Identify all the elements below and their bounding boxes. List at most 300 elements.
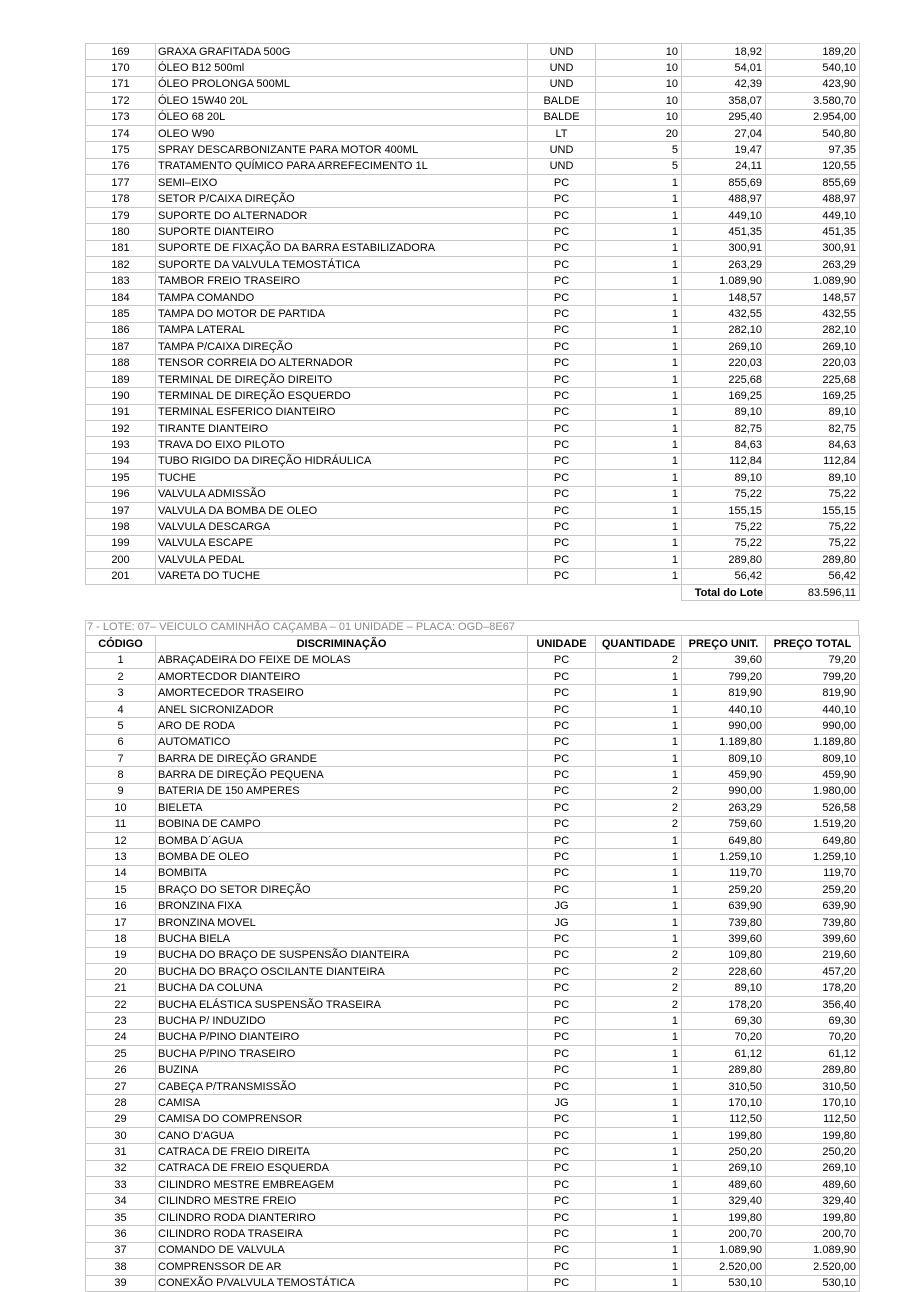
item-description: BARRA DE DIREÇÃO PEQUENA — [156, 767, 528, 783]
item-total-price: 809,10 — [766, 751, 860, 767]
item-code: 183 — [86, 273, 156, 289]
item-unit: PC — [528, 1177, 596, 1193]
item-code: 14 — [86, 865, 156, 881]
table-row — [86, 947, 860, 963]
header-preco-unit: PREÇO UNIT. — [682, 636, 766, 652]
item-description: TAMPA COMANDO — [156, 289, 528, 305]
item-unit-price: 109,80 — [682, 947, 766, 963]
item-total-price: 2.520,00 — [766, 1259, 860, 1275]
header-preco-total: PREÇO TOTAL — [766, 636, 860, 652]
item-description: BARRA DE DIREÇÃO GRANDE — [156, 751, 528, 767]
item-description: TERMINAL DE DIREÇÃO DIREITO — [156, 371, 528, 387]
table-row — [86, 767, 860, 783]
item-total-price: 530,10 — [766, 1275, 860, 1291]
item-description: CILINDRO RODA DIANTERIRO — [156, 1209, 528, 1225]
item-description: TUCHE — [156, 470, 528, 486]
item-description: BUCHA P/ INDUZIDO — [156, 1013, 528, 1029]
item-total-price: 269,10 — [766, 339, 860, 355]
table-row — [86, 437, 860, 453]
item-quantity: 1 — [596, 322, 682, 338]
item-quantity: 10 — [596, 109, 682, 125]
item-quantity: 5 — [596, 158, 682, 174]
item-total-price: 488,97 — [766, 191, 860, 207]
item-code: 176 — [86, 158, 156, 174]
item-quantity: 1 — [596, 273, 682, 289]
item-code: 37 — [86, 1242, 156, 1258]
item-quantity: 1 — [596, 437, 682, 453]
item-total-price: 1.189,80 — [766, 734, 860, 750]
table-row — [86, 470, 860, 486]
item-quantity: 1 — [596, 453, 682, 469]
item-quantity: 1 — [596, 718, 682, 734]
item-unit-price: 148,57 — [682, 289, 766, 305]
table-row — [86, 1046, 860, 1062]
item-total-price: 639,90 — [766, 898, 860, 914]
item-total-price: 169,25 — [766, 388, 860, 404]
item-total-price: 289,80 — [766, 1062, 860, 1078]
table-row — [86, 1029, 860, 1045]
table-row — [86, 158, 860, 174]
item-unit-price: 488,97 — [682, 191, 766, 207]
item-description: CONEXÃO P/VALVULA TEMOSTÁTICA — [156, 1275, 528, 1291]
item-description: VARETA DO TUCHE — [156, 568, 528, 584]
item-code: 30 — [86, 1128, 156, 1144]
item-total-price: 79,20 — [766, 652, 860, 668]
item-unit-price: 300,91 — [682, 240, 766, 256]
item-quantity: 1 — [596, 751, 682, 767]
table-row — [86, 652, 860, 668]
item-description: VALVULA ADMISSÃO — [156, 486, 528, 502]
item-unit: PC — [528, 552, 596, 568]
table-row — [86, 832, 860, 848]
item-unit: PC — [528, 1160, 596, 1176]
table-row — [86, 175, 860, 191]
item-unit: PC — [528, 652, 596, 668]
item-total-price: 1.259,10 — [766, 849, 860, 865]
table-row — [86, 964, 860, 980]
item-unit: PC — [528, 273, 596, 289]
item-unit-price: 199,80 — [682, 1128, 766, 1144]
table-row — [86, 404, 860, 420]
item-quantity: 1 — [596, 1275, 682, 1291]
item-unit-price: 112,84 — [682, 453, 766, 469]
item-unit: UND — [528, 44, 596, 60]
table-row — [86, 109, 860, 125]
lot7-table — [85, 635, 860, 1292]
item-quantity: 1 — [596, 191, 682, 207]
item-code: 198 — [86, 519, 156, 535]
item-description: SEMI–EIXO — [156, 175, 528, 191]
item-quantity: 1 — [596, 519, 682, 535]
item-quantity: 1 — [596, 1095, 682, 1111]
item-unit: PC — [528, 931, 596, 947]
item-code: 29 — [86, 1111, 156, 1127]
item-code: 31 — [86, 1144, 156, 1160]
item-unit-price: 990,00 — [682, 718, 766, 734]
item-unit-price: 225,68 — [682, 371, 766, 387]
item-description: SUPORTE DA VALVULA TEMOSTÁTICA — [156, 257, 528, 273]
item-description: VALVULA ESCAPE — [156, 535, 528, 551]
item-description: TAMPA P/CAIXA DIREÇÃO — [156, 339, 528, 355]
item-quantity: 1 — [596, 1259, 682, 1275]
item-total-price: 70,20 — [766, 1029, 860, 1045]
item-description: CATRACA DE FREIO ESQUERDA — [156, 1160, 528, 1176]
item-unit: PC — [528, 849, 596, 865]
table-row — [86, 322, 860, 338]
table-row — [86, 882, 860, 898]
item-description: CABEÇA P/TRANSMISSÃO — [156, 1078, 528, 1094]
item-quantity: 1 — [596, 470, 682, 486]
item-code: 15 — [86, 882, 156, 898]
item-quantity: 1 — [596, 832, 682, 848]
item-code: 12 — [86, 832, 156, 848]
item-unit-price: 54,01 — [682, 60, 766, 76]
table-row — [86, 44, 860, 60]
item-unit: PC — [528, 1275, 596, 1291]
item-code: 33 — [86, 1177, 156, 1193]
item-description: AUTOMATICO — [156, 734, 528, 750]
item-unit: UND — [528, 158, 596, 174]
item-unit-price: 739,80 — [682, 914, 766, 930]
item-description: AMORTECEDOR TRASEIRO — [156, 685, 528, 701]
item-unit: JG — [528, 1095, 596, 1111]
item-unit-price: 199,80 — [682, 1209, 766, 1225]
item-unit-price: 399,60 — [682, 931, 766, 947]
item-total-price: 189,20 — [766, 44, 860, 60]
item-unit-price: 75,22 — [682, 486, 766, 502]
item-quantity: 2 — [596, 996, 682, 1012]
item-unit: PC — [528, 832, 596, 848]
item-total-price: 75,22 — [766, 486, 860, 502]
item-total-price: 220,03 — [766, 355, 860, 371]
item-description: CANO D'AGUA — [156, 1128, 528, 1144]
lot-total-value: 83.596,11 — [766, 584, 860, 600]
item-unit: PC — [528, 420, 596, 436]
item-total-price: 120,55 — [766, 158, 860, 174]
item-unit: PC — [528, 1111, 596, 1127]
item-unit-price: 1.259,10 — [682, 849, 766, 865]
item-total-price: 449,10 — [766, 207, 860, 223]
item-total-price: 61,12 — [766, 1046, 860, 1062]
item-total-price: 739,80 — [766, 914, 860, 930]
item-description: BUCHA ELÁSTICA SUSPENSÃO TRASEIRA — [156, 996, 528, 1012]
item-unit: PC — [528, 240, 596, 256]
table-row — [86, 339, 860, 355]
item-unit-price: 809,10 — [682, 751, 766, 767]
item-unit-price: 69,30 — [682, 1013, 766, 1029]
item-quantity: 1 — [596, 1029, 682, 1045]
table-row — [86, 1111, 860, 1127]
item-description: BRAÇO DO SETOR DIREÇÃO — [156, 882, 528, 898]
item-total-price: 440,10 — [766, 701, 860, 717]
table-row — [86, 1242, 860, 1258]
price-sheet — [85, 43, 859, 1292]
item-unit: UND — [528, 60, 596, 76]
item-quantity: 2 — [596, 652, 682, 668]
item-quantity: 1 — [596, 257, 682, 273]
item-quantity: 1 — [596, 1242, 682, 1258]
item-quantity: 1 — [596, 931, 682, 947]
item-unit-price: 639,90 — [682, 898, 766, 914]
lot7-header-row — [86, 636, 860, 652]
item-total-price: 69,30 — [766, 1013, 860, 1029]
item-unit: PC — [528, 718, 596, 734]
item-description: ÓLEO B12 500ml — [156, 60, 528, 76]
item-code: 10 — [86, 800, 156, 816]
item-unit: PC — [528, 1128, 596, 1144]
table-row — [86, 734, 860, 750]
item-unit: PC — [528, 980, 596, 996]
item-unit-price: 263,29 — [682, 257, 766, 273]
item-unit: PC — [528, 767, 596, 783]
item-quantity: 1 — [596, 865, 682, 881]
item-unit-price: 70,20 — [682, 1029, 766, 1045]
item-total-price: 399,60 — [766, 931, 860, 947]
item-code: 1 — [86, 652, 156, 668]
item-code: 197 — [86, 502, 156, 518]
item-code: 196 — [86, 486, 156, 502]
item-quantity: 1 — [596, 701, 682, 717]
item-quantity: 1 — [596, 914, 682, 930]
item-code: 181 — [86, 240, 156, 256]
item-description: BOMBA D´AGUA — [156, 832, 528, 848]
item-description: TERMINAL ESFERICO DIANTEIRO — [156, 404, 528, 420]
item-code: 7 — [86, 751, 156, 767]
item-code: 19 — [86, 947, 156, 963]
item-total-price: 451,35 — [766, 224, 860, 240]
item-code: 191 — [86, 404, 156, 420]
item-total-price: 112,50 — [766, 1111, 860, 1127]
item-code: 184 — [86, 289, 156, 305]
item-unit-price: 75,22 — [682, 535, 766, 551]
item-description: BRONZINA MOVEL — [156, 914, 528, 930]
table-row — [86, 60, 860, 76]
item-total-price: 489,60 — [766, 1177, 860, 1193]
table-row — [86, 898, 860, 914]
table-row — [86, 240, 860, 256]
item-unit-price: 27,04 — [682, 125, 766, 141]
table-row — [86, 420, 860, 436]
table-row — [86, 306, 860, 322]
item-description: OLEO W90 — [156, 125, 528, 141]
item-quantity: 1 — [596, 1209, 682, 1225]
item-unit-price: 42,39 — [682, 76, 766, 92]
table-row — [86, 1209, 860, 1225]
item-description: SETOR P/CAIXA DIREÇÃO — [156, 191, 528, 207]
item-quantity: 10 — [596, 60, 682, 76]
item-code: 9 — [86, 783, 156, 799]
item-total-price: 1.980,00 — [766, 783, 860, 799]
item-code: 171 — [86, 76, 156, 92]
item-code: 170 — [86, 60, 156, 76]
item-description: SUPORTE DIANTEIRO — [156, 224, 528, 240]
table-row — [86, 1128, 860, 1144]
item-description: BRONZINA FIXA — [156, 898, 528, 914]
item-unit-price: 18,92 — [682, 44, 766, 60]
item-quantity: 1 — [596, 767, 682, 783]
item-unit-price: 220,03 — [682, 355, 766, 371]
header-codigo: CÓDIGO — [86, 636, 156, 652]
item-unit-price: 89,10 — [682, 404, 766, 420]
item-code: 190 — [86, 388, 156, 404]
item-unit-price: 1.089,90 — [682, 273, 766, 289]
lot7-body — [86, 652, 860, 1291]
item-total-price: 269,10 — [766, 1160, 860, 1176]
item-description: VALVULA DA BOMBA DE OLEO — [156, 502, 528, 518]
item-quantity: 1 — [596, 502, 682, 518]
table-row — [86, 273, 860, 289]
table-row — [86, 502, 860, 518]
item-unit: PC — [528, 207, 596, 223]
table-row — [86, 1062, 860, 1078]
item-quantity: 1 — [596, 1128, 682, 1144]
item-unit-price: 250,20 — [682, 1144, 766, 1160]
item-code: 28 — [86, 1095, 156, 1111]
item-unit-price: 282,10 — [682, 322, 766, 338]
item-quantity: 1 — [596, 734, 682, 750]
item-description: CAMISA — [156, 1095, 528, 1111]
item-unit: BALDE — [528, 109, 596, 125]
item-quantity: 20 — [596, 125, 682, 141]
item-unit: PC — [528, 1046, 596, 1062]
item-total-price: 1.089,90 — [766, 273, 860, 289]
table-row — [86, 718, 860, 734]
item-unit-price: 489,60 — [682, 1177, 766, 1193]
item-unit: PC — [528, 224, 596, 240]
item-unit: PC — [528, 816, 596, 832]
item-code: 16 — [86, 898, 156, 914]
item-unit: PC — [528, 669, 596, 685]
item-code: 189 — [86, 371, 156, 387]
item-unit-price: 89,10 — [682, 470, 766, 486]
table-row — [86, 453, 860, 469]
item-quantity: 1 — [596, 1013, 682, 1029]
item-unit: UND — [528, 76, 596, 92]
item-description: GRAXA GRAFITADA 500G — [156, 44, 528, 60]
item-total-price: 148,57 — [766, 289, 860, 305]
item-description: CILINDRO MESTRE FREIO — [156, 1193, 528, 1209]
table-row — [86, 1193, 860, 1209]
lot6-table — [85, 43, 860, 601]
item-quantity: 1 — [596, 404, 682, 420]
item-description: COMPRENSSOR DE AR — [156, 1259, 528, 1275]
item-code: 3 — [86, 685, 156, 701]
item-code: 200 — [86, 552, 156, 568]
item-description: SPRAY DESCARBONIZANTE PARA MOTOR 400ML — [156, 142, 528, 158]
item-unit-price: 990,00 — [682, 783, 766, 799]
table-row — [86, 355, 860, 371]
item-total-price: 1.519,20 — [766, 816, 860, 832]
item-quantity: 1 — [596, 1177, 682, 1193]
item-unit: PC — [528, 519, 596, 535]
item-code: 179 — [86, 207, 156, 223]
item-total-price: 75,22 — [766, 519, 860, 535]
item-code: 32 — [86, 1160, 156, 1176]
item-total-price: 649,80 — [766, 832, 860, 848]
item-code: 5 — [86, 718, 156, 734]
item-code: 23 — [86, 1013, 156, 1029]
item-unit: PC — [528, 339, 596, 355]
item-total-price: 56,42 — [766, 568, 860, 584]
item-unit: LT — [528, 125, 596, 141]
item-code: 25 — [86, 1046, 156, 1062]
table-row — [86, 224, 860, 240]
item-description: ABRAÇADEIRA DO FEIXE DE MOLAS — [156, 652, 528, 668]
item-unit: PC — [528, 404, 596, 420]
item-total-price: 282,10 — [766, 322, 860, 338]
item-total-price: 263,29 — [766, 257, 860, 273]
item-description: TIRANTE DIANTEIRO — [156, 420, 528, 436]
item-description: CAMISA DO COMPRENSOR — [156, 1111, 528, 1127]
item-total-price: 259,20 — [766, 882, 860, 898]
item-code: 169 — [86, 44, 156, 60]
item-quantity: 1 — [596, 535, 682, 551]
table-row — [86, 535, 860, 551]
table-row — [86, 125, 860, 141]
item-quantity: 1 — [596, 175, 682, 191]
item-description: VALVULA PEDAL — [156, 552, 528, 568]
item-quantity: 2 — [596, 816, 682, 832]
item-unit: PC — [528, 800, 596, 816]
item-unit-price: 263,29 — [682, 800, 766, 816]
item-description: BOBINA DE CAMPO — [156, 816, 528, 832]
item-description: BUCHA DA COLUNA — [156, 980, 528, 996]
item-code: 201 — [86, 568, 156, 584]
item-unit-price: 269,10 — [682, 339, 766, 355]
item-code: 193 — [86, 437, 156, 453]
item-unit: PC — [528, 1144, 596, 1160]
item-unit-price: 155,15 — [682, 502, 766, 518]
item-quantity: 2 — [596, 964, 682, 980]
table-row — [86, 865, 860, 881]
item-unit: PC — [528, 964, 596, 980]
item-unit-price: 19,47 — [682, 142, 766, 158]
item-unit-price: 112,50 — [682, 1111, 766, 1127]
item-code: 13 — [86, 849, 156, 865]
item-code: 35 — [86, 1209, 156, 1225]
item-description: TENSOR CORREIA DO ALTERNADOR — [156, 355, 528, 371]
item-total-price: 819,90 — [766, 685, 860, 701]
item-total-price: 89,10 — [766, 404, 860, 420]
item-total-price: 300,91 — [766, 240, 860, 256]
item-unit-price: 39,60 — [682, 652, 766, 668]
item-code: 174 — [86, 125, 156, 141]
item-quantity: 1 — [596, 306, 682, 322]
item-unit: PC — [528, 1259, 596, 1275]
item-description: TUBO RIGIDO DA DIREÇÃO HIDRÁULICA — [156, 453, 528, 469]
item-unit-price: 200,70 — [682, 1226, 766, 1242]
item-unit: PC — [528, 322, 596, 338]
item-unit-price: 432,55 — [682, 306, 766, 322]
item-total-price: 310,50 — [766, 1078, 860, 1094]
item-description: CILINDRO RODA TRASEIRA — [156, 1226, 528, 1242]
item-unit: PC — [528, 470, 596, 486]
item-code: 182 — [86, 257, 156, 273]
item-quantity: 2 — [596, 783, 682, 799]
item-quantity: 1 — [596, 1226, 682, 1242]
item-unit-price: 228,60 — [682, 964, 766, 980]
item-description: ANEL SICRONIZADOR — [156, 701, 528, 717]
item-total-price: 178,20 — [766, 980, 860, 996]
item-unit-price: 2.520,00 — [682, 1259, 766, 1275]
header-discriminacao: DISCRIMINAÇÃO — [156, 636, 528, 652]
item-code: 195 — [86, 470, 156, 486]
item-total-price: 329,40 — [766, 1193, 860, 1209]
item-code: 180 — [86, 224, 156, 240]
item-total-price: 199,80 — [766, 1128, 860, 1144]
item-code: 22 — [86, 996, 156, 1012]
item-unit: PC — [528, 751, 596, 767]
